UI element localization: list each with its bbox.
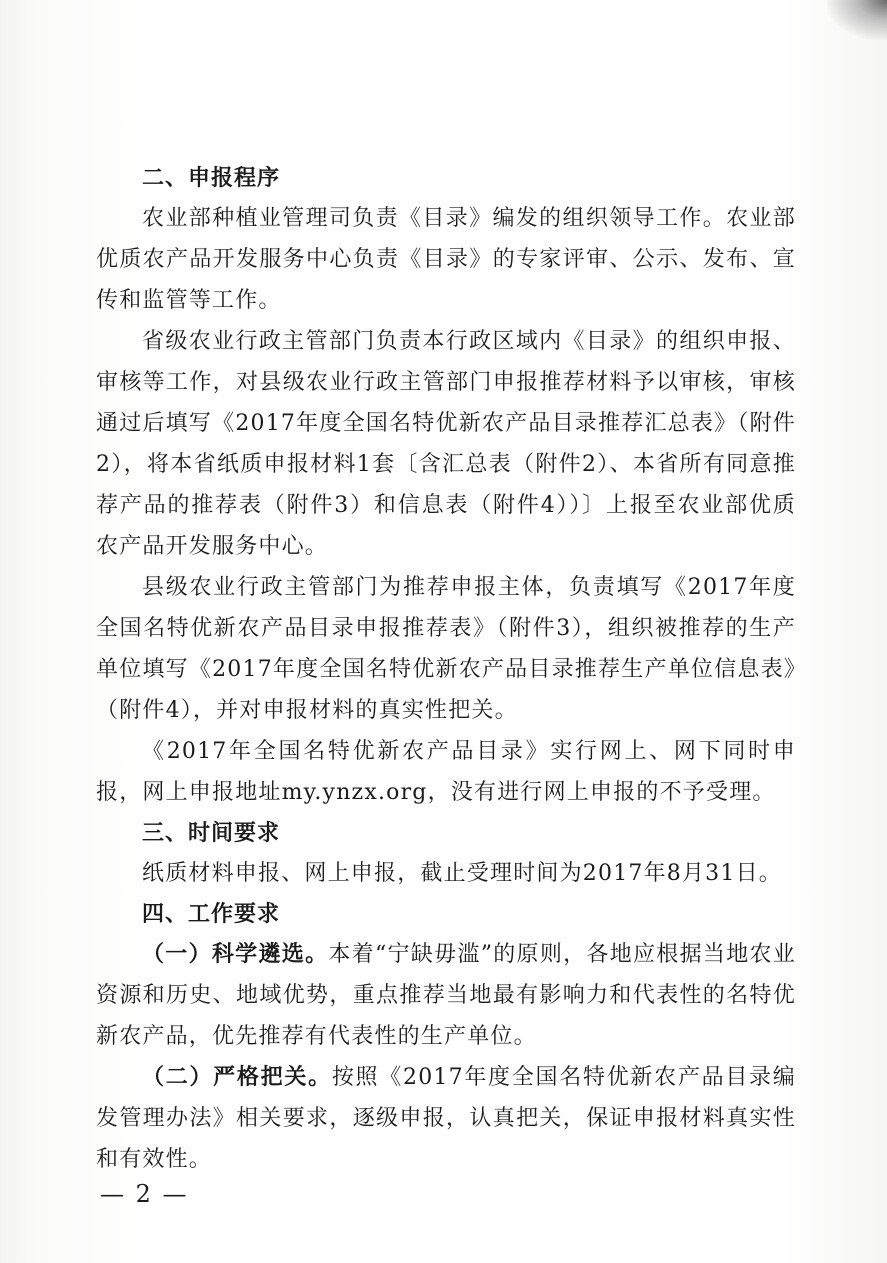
- paragraph-deadline: 纸质材料申报、网上申报，截止受理时间为2017年8月31日。: [142, 861, 782, 886]
- item-lead-scientific-selection: （一）科学遴选。: [142, 942, 329, 967]
- paragraph-online-application: 《2017年全国名特优新农产品目录》实行网上、网下同时申报，网上申报地址my.ynzx.org，没有进行网上申报的不予受理。: [96, 739, 796, 805]
- item-text-scientific-selection: 本着“宁缺毋滥”的原则，各地应根据当地农业资源和历史、地域优势，重点推荐当地最有影响力和代表性的名特优新农产品，优先推荐有代表性的生产单位。: [96, 942, 796, 1049]
- paragraph-county-responsibility: 县级农业行政主管部门为推荐申报主体，负责填写《2017年度全国名特优新农产品目录申报推荐表》（附件3），组织被推荐的生产单位填写《2017年度全国名特优新农产品目录推荐生产单位信息表》（附件4），并对申报材料的真实性把关。: [96, 575, 796, 723]
- paragraph-scientific-selection: [96, 934, 796, 1057]
- document-body: [96, 160, 796, 1180]
- paragraph-provincial-responsibility: 省级农业行政主管部门负责本行政区域内《目录》的组织申报、审核等工作，对县级农业行政主管部门申报推荐材料予以审核，审核通过后填写《2017年度全国名特优新农产品目录推荐汇总表》（附件2），将本省纸质申报材料1套〔含汇总表（附件2）、本省所有同意推荐产品的推荐表（附件3）和信息表（附件4））〕上报至农业部优质农产品开发服务中心。: [96, 329, 796, 559]
- section-heading-time-requirements: 三、时间要求: [142, 821, 281, 846]
- item-text-strict-check: 按照《2017年度全国名特优新农产品目录编发管理办法》相关要求，逐级申报，认真把关，保证申报材料真实性和有效性。: [96, 1065, 796, 1172]
- item-lead-strict-check: （二）严格把关。: [142, 1065, 332, 1090]
- section-heading-work-requirements: 四、工作要求: [142, 902, 281, 927]
- paragraph-ministry-responsibility: 农业部种植业管理司负责《目录》编发的组织领导工作。农业部优质农产品开发服务中心负责《目录》的专家评审、公示、发布、宣传和监管等工作。: [96, 206, 796, 313]
- page-number: — 2 —: [100, 1180, 189, 1208]
- section-heading-application-procedure: 二、申报程序: [142, 166, 281, 191]
- scan-corner-shadow: [827, 0, 887, 40]
- paragraph-strict-check: [96, 1057, 796, 1180]
